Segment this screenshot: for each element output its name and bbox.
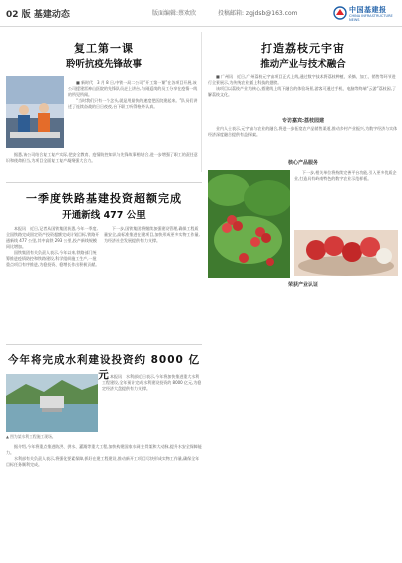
- article2-photo-lychee: [294, 230, 398, 276]
- submission-email: 投稿邮箱: zgjdsb@163.com: [218, 10, 298, 17]
- logo-subtitle: CHINA INFRASTRUCTURE NEWS: [349, 14, 393, 22]
- article3-paragraph: 下一步,国铁集团将继续加强建设管理,确保工程质量安全,高标准推进在建项目,加快形成更多实物工作量,为经济社会发展提供有力支撑。: [104, 226, 200, 243]
- article2-paragraph: 业内人士表示,元宇宙与农业的融合,将进一步拓宽农产品销售渠道,推动乡村产业振兴,为数字经济与实体经济深度融合提供有益探索。: [208, 126, 398, 137]
- article3-body-col1: [6, 226, 100, 268]
- newspaper-logo: [333, 4, 399, 22]
- logo-title: 中国基建报: [349, 6, 387, 14]
- article2-photo-orchard: [208, 170, 290, 278]
- section-divider: [6, 182, 202, 183]
- article2-section-heading: 荣获产业认证: [287, 282, 318, 288]
- section-name: 基建动态: [33, 10, 70, 20]
- article4-paragraph: 本报讯 水利部近日表示,今年将加快推进重大水利工程建设,全年预计完成水利建设投资约 8000 亿元,为稳定经济大盘提供有力支撑。: [102, 374, 202, 391]
- article1-photo: [6, 76, 64, 148]
- article4-paragraph: 据介绍,今年将重点推进防洪、供水、灌溉等重大工程,加快构建国家水网主骨架和大动脉,提升水安全保障能力。: [6, 444, 202, 455]
- article2-title: 打造荔枝元宇宙: [261, 42, 345, 55]
- article4-body-col1: [102, 374, 202, 392]
- article3-body-col2: [104, 226, 200, 244]
- article1-body-continued: [6, 152, 198, 164]
- article3-paragraph: 国铁集团有关负责人表示,今年以来,铁路部门统筹推进疫情防控和铁路建设,科学组织施工生产,一批重点项目有序推进,为稳投资、稳增长作出积极贡献。: [6, 250, 100, 267]
- article1-paragraph: “当时我们只有一个念头,就是用最快的速度把医院建起来。”队员们讲述了连续奋战的日日夜夜,台下职工听得格外认真。: [68, 98, 198, 109]
- column-divider: [201, 32, 202, 172]
- article4-title: 今年将完成水利建设投资约 8000 亿元: [7, 354, 201, 381]
- article1-paragraph: ■ 新时代 3 月 8 日,中铁一局二公司“开工第一课”在各项目开展,该公司援建雷神山医院的先锋队员走上讲台,与刚返岗的员工分享在疫情一线的所见所闻。: [68, 80, 198, 97]
- article1-title: 复工第一课: [74, 42, 134, 55]
- article4-body-col2: [6, 444, 202, 468]
- article1-body: [68, 80, 198, 110]
- logo-mark-icon: [333, 6, 347, 20]
- article2-subtitle: 推动产业与技术融合: [260, 59, 346, 70]
- editor-credit: 版面编辑:蔡欢欣: [152, 10, 197, 17]
- article2-body: [208, 74, 398, 98]
- article2-paragraph: 下一步,相关单位将持续完善平台功能,引入更多优质企业,打造具有岭南特色的数字农业示范样板。: [294, 170, 397, 181]
- article3-title: 一季度铁路基建投资超额完成: [26, 192, 182, 205]
- article2-body-3: [294, 170, 398, 182]
- page-header: [0, 0, 402, 27]
- article1-paragraph: 据悉,该公司结合复工复产实际,把安全教育、疫情防控知识与先锋故事相结合,进一步增强了职工的责任意识和使命担当,为项目全面复工复产凝聚强大合力。: [6, 152, 198, 163]
- article1-subtitle: 聆听抗疫先锋故事: [65, 59, 142, 70]
- article2-paragraph: ■ 广州讯 近日,广州荔枝元宇宙项目正式上线,通过数字技术将荔枝种植、采摘、加工、销售等环节进行全景展示,为传统农业插上科技的翅膀。: [208, 74, 396, 85]
- article2-section-heading: 核心产品服务: [287, 160, 318, 166]
- article4-photo: [6, 374, 98, 432]
- article2-section-heading: 专访嘉宾:荔枝园建: [281, 118, 324, 124]
- article3-paragraph: 本报讯 近日,记者从国铁集团获悉,今年一季度,全国铁路完成固定资产投资超额完成计划目标,铁路开通新线 477 公里,其中高铁 293 公里,投产新线规模同比增加。: [6, 226, 100, 249]
- article3-subtitle: 开通新线 477 公里: [62, 210, 146, 221]
- section-divider: [6, 344, 202, 345]
- page-number: 02 版 基建动态: [6, 10, 70, 20]
- article2-paragraph: 该项目以荔枝产业为核心,搭建线上线下融合的体验场景,游客可通过手机、电脑等终端“云游”荔枝园,了解荔枝文化。: [208, 86, 396, 97]
- article2-body-2: [208, 126, 398, 138]
- article4-paragraph: 水利部有关负责人表示,将强化要素保障,抓好在建工程建设,推动新开工项目尽快形成实物工作量,确保全年目标任务顺利完成。: [6, 456, 200, 467]
- article4-photo-caption: ▲ 图为某水利工程施工现场。: [6, 434, 56, 439]
